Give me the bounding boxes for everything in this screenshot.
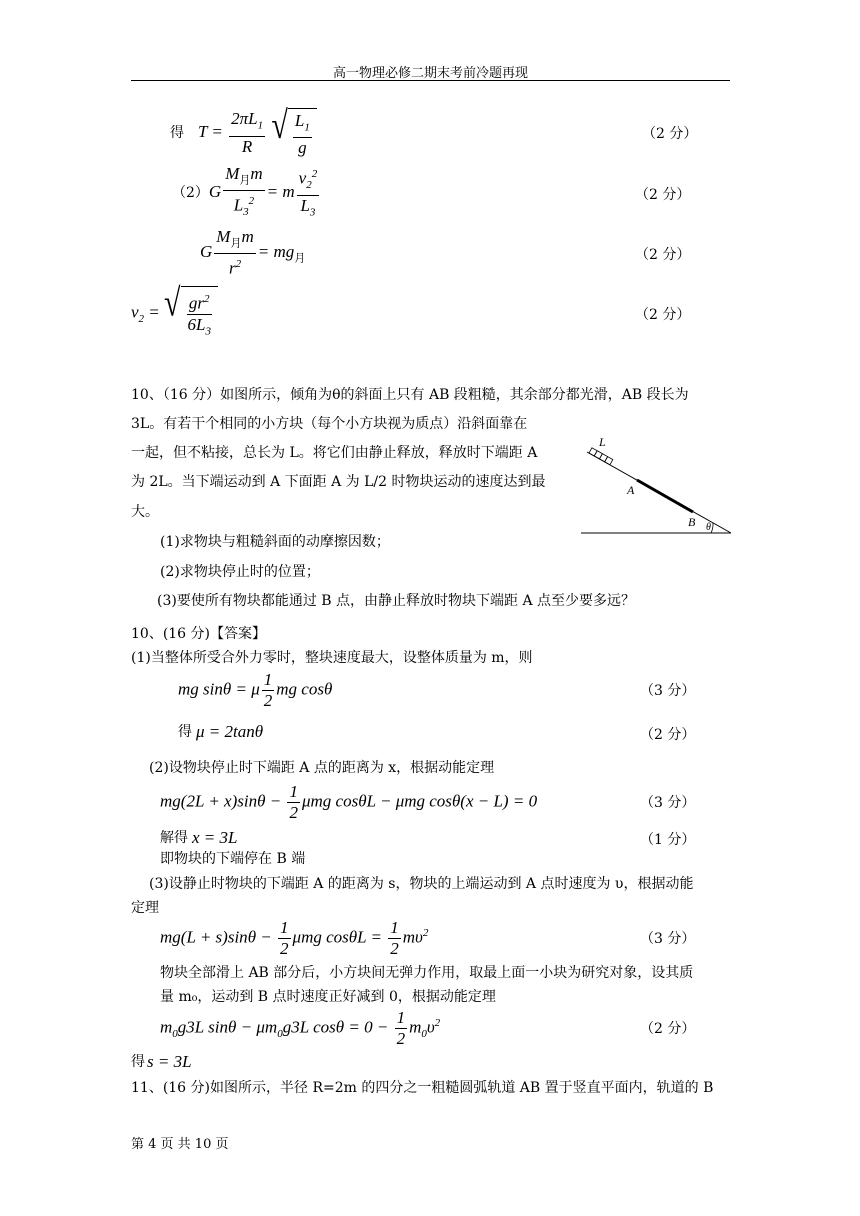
answer-line-2 — [172, 163, 321, 219]
answer-part2-result — [160, 826, 237, 850]
header-divider — [131, 80, 730, 81]
answer-prefix: （2） — [172, 185, 209, 201]
formula-period: T = $\frac{2\pi L_1}{R}$ √ $\frac{L_1}{g}$ — [198, 108, 317, 158]
label-B: B — [688, 515, 696, 529]
q10-stem-line: 大。 — [131, 504, 159, 520]
incline-figure — [575, 432, 735, 540]
q10-stem-line: 3L。有若干个相同的小方块（每个小方块视为质点）沿斜面靠在 — [131, 416, 528, 432]
answer-part3-text: 量 m₀，运动到 B 点时速度正好减到 0，根据动能定理 — [160, 989, 496, 1005]
score-label: （1 分） — [640, 832, 696, 848]
answer-part1-result — [178, 720, 263, 744]
formula-velocity: $v_2$ = √ $\frac{gr^2}{6L_3}$ — [131, 286, 218, 341]
result-prefix: 解得 — [160, 830, 188, 846]
equation-top-block: $m_0g3L$ $\sin\theta - \mu m_0g3L$ cosθ = 0 − $\frac{1}{2}$ $m_0\upsilon^2$ — [160, 1007, 441, 1048]
label-L: L — [599, 435, 606, 449]
score-label: （3 分） — [640, 683, 696, 699]
q10-stem-line: 10、（16 分）如图所示，倾角为θ的斜面上只有 AB 段粗糙，其余部分都光滑，AB 段长为 — [131, 387, 689, 403]
equation-energy-release: mg(L + s)sinθ − $\frac{1}{2}$ μmg cosθL = $\frac{1}{2}$ $m\upsilon^2$ — [160, 917, 429, 958]
answer-line-3 — [200, 226, 306, 279]
answer-part1-intro: (1)当整体所受合外力零时，整块速度最大，设整体质量为 m，则 — [131, 650, 533, 666]
score-label: （2 分） — [640, 727, 696, 743]
score-label: （3 分） — [640, 931, 696, 947]
q11-stem-line: 11、(16 分)如图所示，半径 R=2m 的四分之一粗糙圆弧轨道 AB 置于竖直平面内，轨道的 B — [131, 1080, 714, 1096]
block-stack — [589, 448, 613, 465]
result-formula: s = 3L — [147, 1052, 192, 1071]
result-prefix: 得 — [178, 724, 192, 740]
q10-subquestion-1: (1)求物块与粗糙斜面的动摩擦因数； — [160, 534, 390, 550]
answer-part2-conclusion: 即物块的下端停在 B 端 — [160, 851, 306, 867]
formula-surface-gravity: G $\frac{M_月m}{r^2}$ = $mg_月$ — [200, 226, 306, 279]
answer-line-4 — [131, 282, 218, 340]
angle-arc — [711, 523, 713, 533]
q10-stem-line: 为 2L。当下端运动到 A 下面距 A 为 L/2 时物块运动的速度达到最 — [131, 474, 546, 490]
q10-subquestion-2: (2)求物块停止时的位置； — [160, 564, 320, 580]
q10-answer-title: 10、(16 分)【答案】 — [131, 626, 267, 642]
answer-line-1 — [170, 104, 317, 158]
result-prefix: 得 — [131, 1054, 145, 1070]
answer-part3-intro: (3)设静止时物块的下端距 A 的距离为 s，物块的上端运动到 A 点时速度为 υ，根据动能 — [149, 876, 694, 892]
equation-energy-stop: mg(2L + x)sinθ − $\frac{1}{2}$ μmg cosθL − μmg cosθ(x − L) = 0 — [160, 781, 538, 822]
score-label: （2 分） — [642, 126, 698, 142]
score-label: （2 分） — [635, 307, 691, 323]
answer-part3-intro: 定理 — [131, 900, 159, 916]
q10-subquestion-3: (3)要使所有物块都能通过 B 点，由静止释放时物块下端距 A 点至少要多远？ — [157, 593, 636, 609]
rough-segment-ab — [637, 480, 693, 512]
q10-stem-line: 一起，但不粘接，总长为 L。将它们由静止释放，释放时下端距 A — [131, 445, 538, 461]
score-label: （2 分） — [640, 1021, 696, 1037]
answer-part3-text: 物块全部滑上 AB 部分后，小方块间无弹力作用，取最上面一小块为研究对象，设其质 — [160, 965, 694, 981]
score-label: （3 分） — [640, 795, 696, 811]
angle-theta-symbol: θ — [706, 522, 711, 533]
label-A: A — [627, 483, 635, 497]
answer-part2-intro: (2)设物块停止时下端距 A 点的距离为 x，根据动能定理 — [149, 760, 495, 776]
answer-part3-result — [131, 1050, 192, 1074]
result-formula: x = 3L — [192, 828, 238, 847]
equation-max-speed: mg sinθ = μ $\frac{1}{2}$ mg cosθ — [178, 669, 333, 710]
score-label: （2 分） — [635, 247, 691, 263]
score-label: （2 分） — [635, 187, 691, 203]
answer-prefix: 得 — [170, 125, 184, 141]
page-header-title: 高一物理必修二期末考前冷题再现 — [333, 66, 529, 81]
formula-gravity-orbit: G $\frac{M_月m}{L_3^2}$ = m $\frac{v_2^2}{L_3}$ — [208, 163, 318, 219]
result-formula: μ = 2tanθ — [196, 722, 264, 741]
page-footer-number: 第 4 页 共 10 页 — [131, 1137, 229, 1152]
